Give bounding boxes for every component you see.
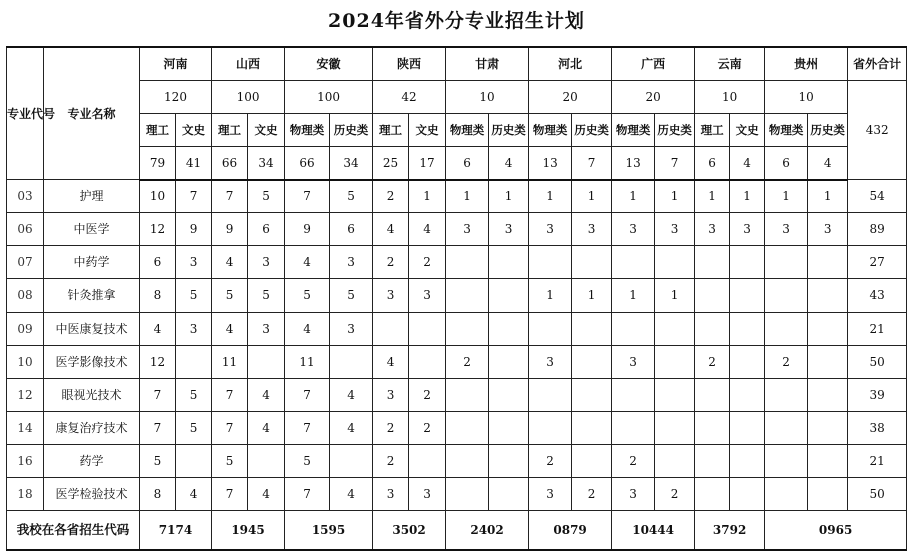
school-code: 10444 [612, 511, 695, 550]
plan-value [489, 246, 529, 279]
plan-value: 5 [248, 279, 285, 312]
major-name: 中医康复技术 [44, 312, 140, 345]
plan-value [529, 246, 572, 279]
plan-value: 4 [285, 246, 330, 279]
plan-value: 2 [373, 445, 409, 478]
plan-value [248, 345, 285, 378]
major-total: 43 [848, 279, 907, 312]
plan-value: 7 [212, 378, 248, 411]
plan-value [695, 246, 730, 279]
plan-value [655, 378, 695, 411]
plan-value [655, 411, 695, 444]
header-total: 省外合计 [848, 47, 907, 80]
plan-value: 3 [765, 213, 808, 246]
plan-value: 4 [176, 478, 212, 511]
plan-value: 3 [612, 213, 655, 246]
plan-value: 12 [140, 345, 176, 378]
plan-value [612, 246, 655, 279]
plan-value [695, 279, 730, 312]
plan-value: 1 [612, 180, 655, 213]
plan-value: 2 [409, 246, 446, 279]
plan-value [489, 312, 529, 345]
plan-value: 3 [612, 345, 655, 378]
plan-value: 2 [655, 478, 695, 511]
province-name: 安徽 [285, 47, 373, 80]
plan-value [446, 378, 489, 411]
plan-value [409, 445, 446, 478]
school-code: 3502 [373, 511, 446, 550]
school-code: 1945 [212, 511, 285, 550]
plan-value [612, 378, 655, 411]
school-code: 1595 [285, 511, 373, 550]
footer-label: 我校在各省招生代码 [7, 511, 140, 550]
province-quota: 10 [695, 80, 765, 113]
plan-value [572, 378, 612, 411]
plan-value [446, 246, 489, 279]
plan-value [655, 445, 695, 478]
plan-value [529, 378, 572, 411]
major-total: 50 [848, 478, 907, 511]
subject-category: 历史类 [808, 113, 848, 146]
plan-value [489, 378, 529, 411]
plan-value [808, 411, 848, 444]
plan-value [765, 378, 808, 411]
province-name: 陕西 [373, 47, 446, 80]
plan-value: 3 [373, 378, 409, 411]
plan-value [695, 378, 730, 411]
plan-value: 6 [248, 213, 285, 246]
plan-value [176, 345, 212, 378]
subject-count: 7 [572, 146, 612, 179]
plan-value: 3 [373, 279, 409, 312]
plan-value: 8 [140, 279, 176, 312]
major-code: 12 [7, 378, 44, 411]
school-code: 2402 [446, 511, 529, 550]
total-value: 432 [848, 80, 907, 179]
plan-value [730, 478, 765, 511]
plan-value [489, 478, 529, 511]
plan-value: 4 [212, 312, 248, 345]
subject-category: 历史类 [572, 113, 612, 146]
plan-value [808, 246, 848, 279]
plan-value [808, 378, 848, 411]
province-name: 贵州 [765, 47, 848, 80]
plan-value: 2 [373, 180, 409, 213]
plan-value: 4 [373, 345, 409, 378]
subject-category: 文史 [730, 113, 765, 146]
plan-value [529, 312, 572, 345]
plan-value: 1 [655, 279, 695, 312]
plan-value: 7 [285, 378, 330, 411]
plan-value: 11 [285, 345, 330, 378]
plan-value [730, 378, 765, 411]
province-quota: 10 [446, 80, 529, 113]
table-row [7, 312, 907, 345]
major-code: 07 [7, 246, 44, 279]
subject-count: 6 [695, 146, 730, 179]
province-quota: 42 [373, 80, 446, 113]
subject-category: 理工 [373, 113, 409, 146]
province-quota: 20 [612, 80, 695, 113]
subject-count: 41 [176, 146, 212, 179]
plan-value: 2 [373, 246, 409, 279]
major-code: 03 [7, 180, 44, 213]
plan-value: 3 [330, 246, 373, 279]
plan-value: 5 [212, 445, 248, 478]
plan-value: 3 [730, 213, 765, 246]
province-quota: 100 [212, 80, 285, 113]
major-name: 医学检验技术 [44, 478, 140, 511]
major-total: 21 [848, 445, 907, 478]
plan-value: 3 [808, 213, 848, 246]
plan-value: 1 [730, 180, 765, 213]
province-name: 河南 [140, 47, 212, 80]
plan-value [730, 246, 765, 279]
plan-value: 1 [808, 180, 848, 213]
plan-value: 1 [695, 180, 730, 213]
school-code: 0879 [529, 511, 612, 550]
subject-category: 物理类 [446, 113, 489, 146]
subject-count: 4 [730, 146, 765, 179]
plan-value: 4 [330, 411, 373, 444]
table-row [7, 445, 907, 478]
subject-category: 文史 [176, 113, 212, 146]
plan-value: 3 [248, 246, 285, 279]
plan-value [373, 312, 409, 345]
table-row [7, 478, 907, 511]
plan-value [808, 478, 848, 511]
plan-value: 5 [140, 445, 176, 478]
subject-count: 34 [330, 146, 373, 179]
plan-value: 3 [176, 246, 212, 279]
plan-value [808, 445, 848, 478]
plan-value: 3 [446, 213, 489, 246]
plan-value: 1 [765, 180, 808, 213]
subject-count: 66 [285, 146, 330, 179]
table-row [7, 246, 907, 279]
plan-value: 7 [140, 378, 176, 411]
major-name: 中医学 [44, 213, 140, 246]
major-total: 39 [848, 378, 907, 411]
plan-value: 8 [140, 478, 176, 511]
plan-value: 2 [529, 445, 572, 478]
province-name: 云南 [695, 47, 765, 80]
plan-value: 7 [176, 180, 212, 213]
plan-value: 5 [330, 279, 373, 312]
plan-value: 7 [212, 411, 248, 444]
plan-value [730, 312, 765, 345]
plan-value: 5 [285, 445, 330, 478]
province-quota: 120 [140, 80, 212, 113]
plan-value [765, 445, 808, 478]
plan-value [248, 445, 285, 478]
plan-value [446, 478, 489, 511]
province-quota: 20 [529, 80, 612, 113]
plan-value [655, 312, 695, 345]
plan-value: 4 [330, 478, 373, 511]
plan-value: 3 [176, 312, 212, 345]
subject-count: 6 [765, 146, 808, 179]
province-name: 山西 [212, 47, 285, 80]
subject-count: 79 [140, 146, 176, 179]
subject-category: 物理类 [529, 113, 572, 146]
plan-value [730, 345, 765, 378]
plan-value [655, 246, 695, 279]
plan-value: 5 [330, 180, 373, 213]
table-row [7, 378, 907, 411]
plan-value: 10 [140, 180, 176, 213]
plan-value: 9 [212, 213, 248, 246]
plan-value: 3 [373, 478, 409, 511]
plan-value: 1 [572, 279, 612, 312]
major-code: 18 [7, 478, 44, 511]
plan-value: 5 [176, 411, 212, 444]
school-code: 7174 [140, 511, 212, 550]
plan-value [695, 478, 730, 511]
plan-value: 2 [765, 345, 808, 378]
subject-category: 历史类 [489, 113, 529, 146]
plan-value: 1 [446, 180, 489, 213]
plan-value: 3 [409, 478, 446, 511]
major-code: 06 [7, 213, 44, 246]
subject-count: 4 [808, 146, 848, 179]
plan-value: 1 [529, 279, 572, 312]
plan-value [572, 246, 612, 279]
plan-value: 3 [529, 478, 572, 511]
plan-value [330, 445, 373, 478]
subject-category: 历史类 [655, 113, 695, 146]
major-code: 16 [7, 445, 44, 478]
province-name: 甘肃 [446, 47, 529, 80]
plan-value [489, 411, 529, 444]
plan-value [489, 279, 529, 312]
plan-value: 2 [409, 411, 446, 444]
plan-value [612, 312, 655, 345]
plan-value [409, 312, 446, 345]
province-name: 广西 [612, 47, 695, 80]
plan-value: 7 [140, 411, 176, 444]
subject-count: 13 [529, 146, 572, 179]
major-name: 眼视光技术 [44, 378, 140, 411]
table-row [7, 213, 907, 246]
subject-count: 17 [409, 146, 446, 179]
subject-category: 文史 [248, 113, 285, 146]
plan-value: 11 [212, 345, 248, 378]
plan-value: 1 [572, 180, 612, 213]
plan-value: 12 [140, 213, 176, 246]
plan-value [489, 345, 529, 378]
plan-value: 1 [489, 180, 529, 213]
subject-count: 25 [373, 146, 409, 179]
plan-value: 4 [212, 246, 248, 279]
plan-value: 2 [373, 411, 409, 444]
major-name: 中药学 [44, 246, 140, 279]
plan-value: 2 [695, 345, 730, 378]
subject-count: 34 [248, 146, 285, 179]
plan-value [446, 445, 489, 478]
plan-value: 5 [285, 279, 330, 312]
plan-value [730, 445, 765, 478]
plan-value [446, 411, 489, 444]
major-name: 药学 [44, 445, 140, 478]
major-total: 21 [848, 312, 907, 345]
plan-value [446, 312, 489, 345]
subject-count: 4 [489, 146, 529, 179]
plan-value [808, 312, 848, 345]
plan-value: 5 [176, 279, 212, 312]
plan-value: 2 [446, 345, 489, 378]
table-row [7, 411, 907, 444]
plan-value: 2 [572, 478, 612, 511]
plan-value: 4 [330, 378, 373, 411]
header-major-code: 专业代号 [7, 47, 44, 180]
plan-value [572, 445, 612, 478]
plan-value [612, 411, 655, 444]
plan-value: 3 [612, 478, 655, 511]
plan-value: 5 [248, 180, 285, 213]
province-name: 河北 [529, 47, 612, 80]
plan-value [765, 312, 808, 345]
plan-value [655, 345, 695, 378]
plan-value [572, 411, 612, 444]
table-row [7, 345, 907, 378]
plan-value: 4 [248, 478, 285, 511]
plan-value: 5 [212, 279, 248, 312]
plan-value [330, 345, 373, 378]
plan-value: 7 [212, 180, 248, 213]
province-quota: 10 [765, 80, 848, 113]
major-total: 38 [848, 411, 907, 444]
subject-category: 物理类 [765, 113, 808, 146]
plan-value: 2 [612, 445, 655, 478]
plan-value [695, 312, 730, 345]
major-name: 康复治疗技术 [44, 411, 140, 444]
subject-count: 6 [446, 146, 489, 179]
plan-value: 4 [285, 312, 330, 345]
plan-value: 3 [330, 312, 373, 345]
plan-value [730, 279, 765, 312]
plan-value: 3 [248, 312, 285, 345]
plan-value: 2 [409, 378, 446, 411]
plan-value [446, 279, 489, 312]
plan-value: 3 [572, 213, 612, 246]
plan-value: 7 [212, 478, 248, 511]
plan-value [765, 478, 808, 511]
subject-category: 理工 [212, 113, 248, 146]
subject-category: 物理类 [285, 113, 330, 146]
major-name: 护理 [44, 180, 140, 213]
plan-value: 7 [285, 411, 330, 444]
subject-category: 物理类 [612, 113, 655, 146]
plan-value: 3 [409, 279, 446, 312]
table-row [7, 180, 907, 213]
major-code: 10 [7, 345, 44, 378]
plan-value: 4 [248, 411, 285, 444]
plan-value: 3 [489, 213, 529, 246]
plan-value: 6 [140, 246, 176, 279]
major-total: 27 [848, 246, 907, 279]
plan-value: 1 [612, 279, 655, 312]
subject-category: 理工 [695, 113, 730, 146]
plan-value: 4 [140, 312, 176, 345]
major-code: 14 [7, 411, 44, 444]
plan-value: 3 [655, 213, 695, 246]
subject-count: 7 [655, 146, 695, 179]
plan-value [572, 345, 612, 378]
subject-category: 文史 [409, 113, 446, 146]
school-code: 0965 [765, 511, 907, 550]
table-row [7, 279, 907, 312]
plan-value: 7 [285, 180, 330, 213]
major-code: 09 [7, 312, 44, 345]
school-code: 3792 [695, 511, 765, 550]
subject-count: 66 [212, 146, 248, 179]
plan-value [765, 411, 808, 444]
plan-value [730, 411, 765, 444]
plan-value [765, 246, 808, 279]
major-total: 89 [848, 213, 907, 246]
plan-value [489, 445, 529, 478]
major-total: 50 [848, 345, 907, 378]
plan-value [529, 411, 572, 444]
plan-value [808, 345, 848, 378]
plan-value: 3 [529, 345, 572, 378]
enrollment-plan-table [6, 46, 907, 551]
plan-value [765, 279, 808, 312]
plan-value: 4 [248, 378, 285, 411]
header-major-name: 专业名称 [44, 47, 140, 180]
plan-value [572, 312, 612, 345]
major-name: 针灸推拿 [44, 279, 140, 312]
plan-value: 9 [285, 213, 330, 246]
plan-value [695, 411, 730, 444]
subject-category: 理工 [140, 113, 176, 146]
subject-category: 历史类 [330, 113, 373, 146]
province-quota: 100 [285, 80, 373, 113]
plan-value: 4 [373, 213, 409, 246]
plan-value: 9 [176, 213, 212, 246]
plan-value: 4 [409, 213, 446, 246]
plan-value: 3 [695, 213, 730, 246]
plan-value: 1 [409, 180, 446, 213]
plan-value [409, 345, 446, 378]
subject-count: 13 [612, 146, 655, 179]
plan-value [176, 445, 212, 478]
plan-value [695, 445, 730, 478]
major-total: 54 [848, 180, 907, 213]
plan-value: 1 [529, 180, 572, 213]
plan-value: 3 [529, 213, 572, 246]
major-code: 08 [7, 279, 44, 312]
plan-value: 5 [176, 378, 212, 411]
plan-value: 7 [285, 478, 330, 511]
major-name: 医学影像技术 [44, 345, 140, 378]
plan-value [808, 279, 848, 312]
plan-value: 1 [655, 180, 695, 213]
plan-value: 6 [330, 213, 373, 246]
page-title: 2024年省外分专业招生计划 [328, 10, 585, 32]
